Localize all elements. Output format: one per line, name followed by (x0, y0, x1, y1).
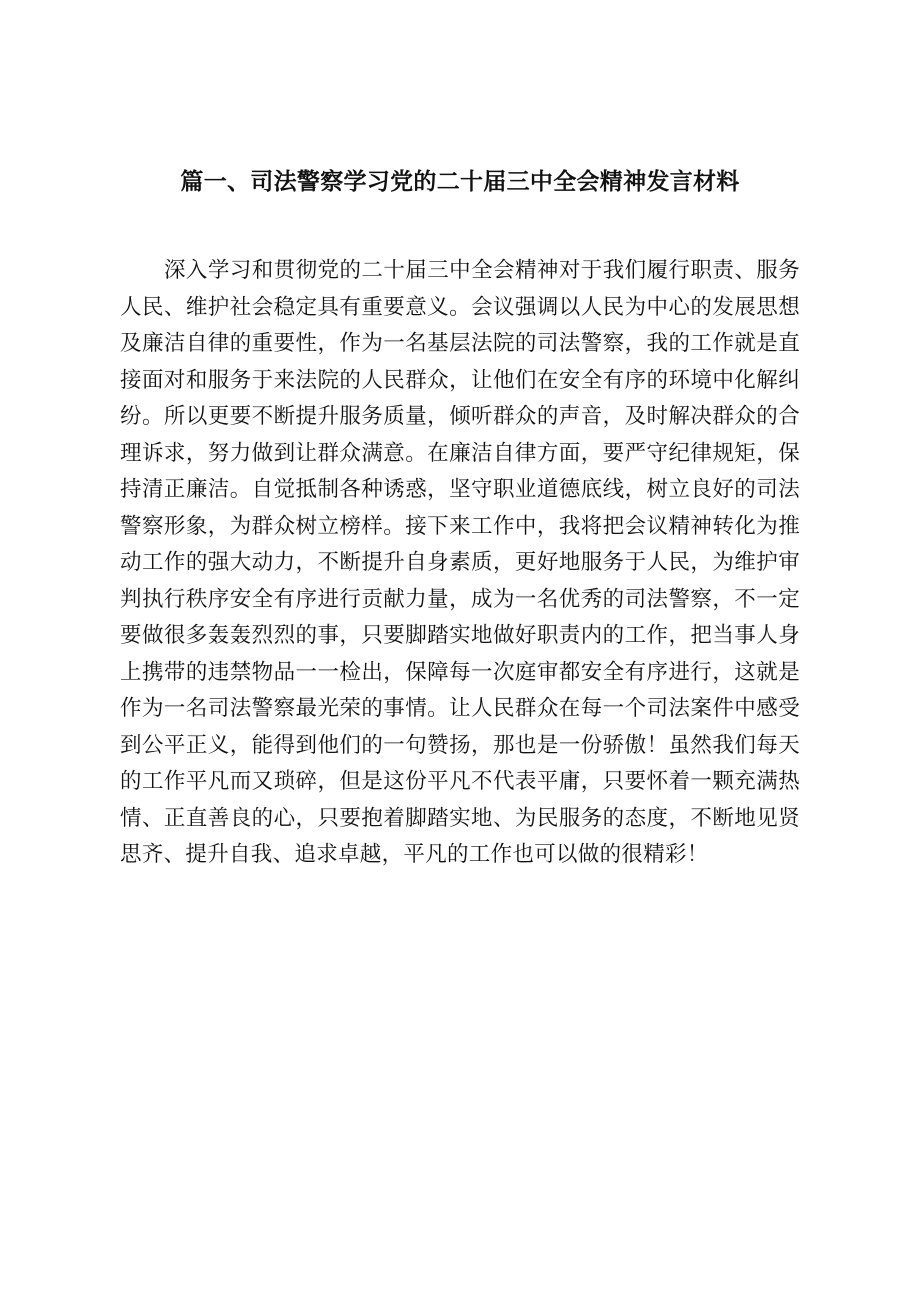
document-title: 篇一、司法警察学习党的二十届三中全会精神发言材料 (180, 169, 740, 195)
document-body-paragraph: 深入学习和贯彻党的二十届三中全会精神对于我们履行职责、服务人民、维护社会稳定具有重要意义。会议强调以人民为中心的发展思想及廉洁自律的重要性，作为一名基层法院的司法警察，我的工作就是直接面对和服务于来法院的人民群众，让他们在安全有序的环境中化解纠纷。所以更要不断提升服务质量，倾听群众的声音，及时解决群众的合理诉求，努力做到让群众满意。在廉洁自律方面，要严守纪律规矩，保持清正廉洁。自觉抵制各种诱惑，坚守职业道德底线，树立良好的司法警察形象，为群众树立榜样。接下来工作中，我将把会议精神转化为推动工作的强大动力，不断提升自身素质，更好地服务于人民，为维护审判执行秩序安全有序进行贡献力量，成为一名优秀的司法警察，不一定要做很多轰轰烈烈的事，只要脚踏实地做好职责内的工作，把当事人身上携带的违禁物品一一检出，保障每一次庭审都安全有序进行，这就是作为一名司法警察最光荣的事情。让人民群众在每一个司法案件中感受到公平正义，能得到他们的一句赞扬，那也是一份骄傲！虽然我们每天的工作平凡而又琐碎，但是这份平凡不代表平庸，只要怀着一颗充满热情、正直善良的心，只要抱着脚踏实地、为民服务的态度，不断地见贤思齐、提升自我、追求卓越，平凡的工作也可以做的很精彩！ (120, 258, 800, 867)
